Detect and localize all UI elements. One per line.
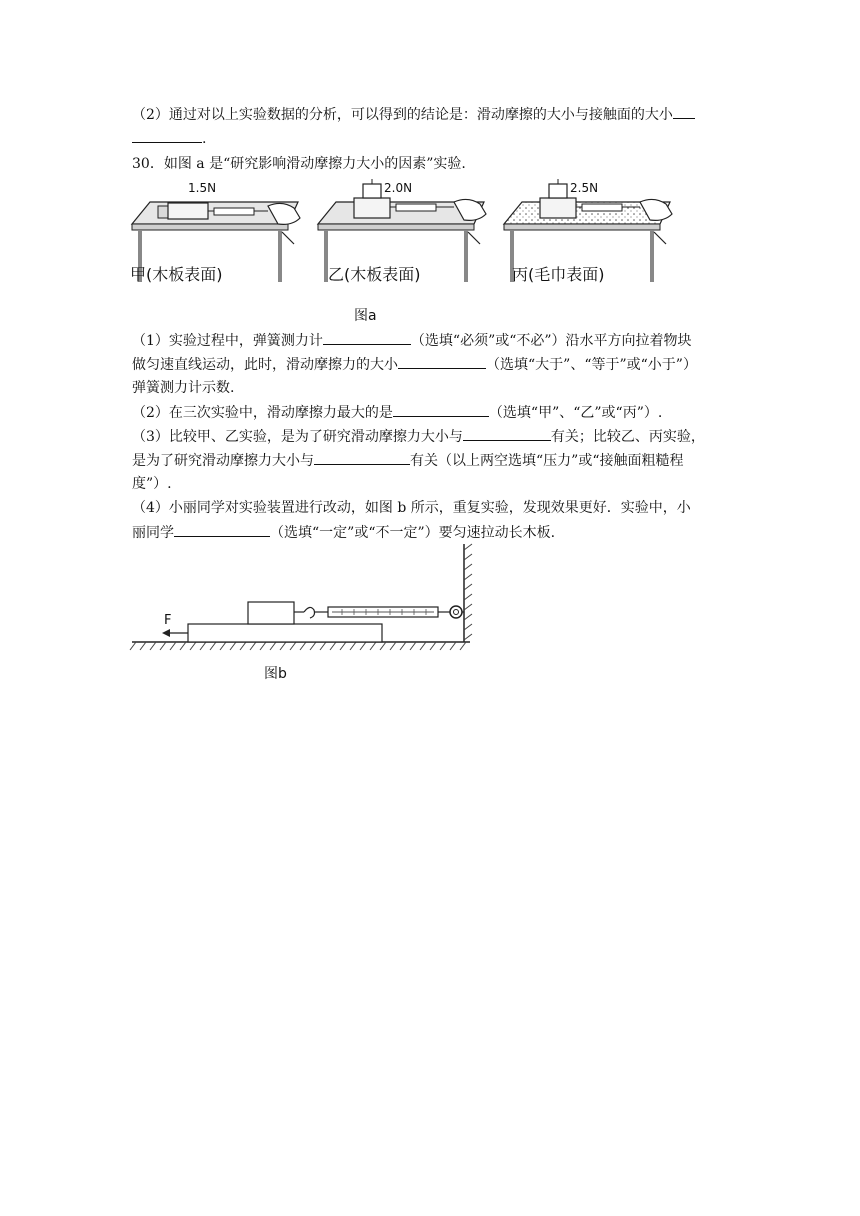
q3-text-a: （3）比较甲、乙实验，是为了研究滑动摩擦力大小与: [132, 429, 463, 445]
q3-line2: [132, 450, 683, 471]
prev-part2-line2: [132, 128, 206, 149]
answer-blank-q1-2[interactable]: [398, 354, 486, 369]
question-number: 30．: [132, 156, 164, 172]
q1-line1: [132, 330, 692, 351]
q2-line: [132, 402, 662, 423]
figure-a-drawing: [128, 176, 688, 326]
q1-text-d: （选填“大于”、“等于”或“小于”）: [486, 357, 697, 373]
q1-text-b: （选填“必须”或“不必”）沿水平方向拉着物块: [410, 333, 692, 349]
q3-text-e: 度”）.: [132, 476, 172, 492]
panel-bing-force: 2.5N: [570, 181, 599, 195]
panel-jia-force: 1.5N: [188, 181, 217, 195]
q3-line1: [132, 426, 705, 447]
answer-blank-q3-1[interactable]: [463, 426, 551, 441]
q1-text-a: （1）实验过程中，弹簧测力计: [132, 333, 323, 349]
figure-b: [128, 542, 488, 684]
q2-text-a: （2）在三次实验中，滑动摩擦力最大的是: [132, 405, 393, 421]
answer-blank-q3-2[interactable]: [314, 450, 410, 465]
answer-blank[interactable]: [673, 104, 695, 119]
panel-bing-label: 丙(毛巾表面): [512, 265, 605, 284]
figure-a: [128, 176, 688, 326]
prev-part2-text: （2）通过对以上实验数据的分析，可以得到的结论是：滑动摩擦的大小与接触面的大小: [132, 107, 673, 123]
figure-b-drawing: [128, 542, 488, 684]
q3-text-b: 有关；比较乙、丙实验，: [550, 429, 705, 445]
q4-line1: [132, 498, 691, 518]
long-board: [188, 624, 382, 642]
q1-line2: [132, 354, 697, 375]
question-stem: 如图 a 是“研究影响滑动摩擦力大小的因素”实验.: [163, 156, 466, 172]
q1-text-c: 做匀速直线运动，此时，滑动摩擦力的大小: [132, 357, 398, 373]
answer-blank-q1-1[interactable]: [323, 330, 411, 345]
block: [248, 602, 294, 624]
question30-stem: [132, 154, 466, 174]
q4-text-b: 丽同学: [132, 525, 174, 541]
force-label: F: [164, 613, 172, 628]
q3-text-c: 是为了研究滑动摩擦力大小与: [132, 453, 314, 469]
figure-a-caption: 图a: [354, 308, 377, 324]
q4-line2: [132, 522, 555, 543]
answer-blank-q4[interactable]: [174, 522, 270, 537]
q1-text-e: 弹簧测力计示数.: [132, 380, 235, 396]
q3-text-d: 有关（以上两空选填“压力”或“接触面粗糙程: [410, 453, 684, 469]
q4-text-c: （选填“一定”或“不一定”）要匀速拉动长木板.: [270, 525, 556, 541]
answer-blank-q2[interactable]: [393, 402, 489, 417]
period: .: [202, 131, 207, 147]
q1-line3: [132, 378, 234, 398]
answer-blank[interactable]: [132, 128, 202, 143]
q2-text-b: （选填“甲”、“乙”或“丙”）.: [488, 405, 663, 421]
panel-yi-force: 2.0N: [384, 181, 413, 195]
panel-yi-label: 乙(木板表面): [328, 265, 421, 284]
figure-b-caption: 图b: [264, 666, 287, 682]
q4-text-a: （4）小丽同学对实验装置进行改动，如图 b 所示，重复实验，发现效果更好．实验中，小: [132, 500, 691, 516]
prev-part2-line1: [132, 104, 695, 125]
panel-jia-label: 甲(木板表面): [130, 265, 223, 284]
q3-line3: [132, 474, 172, 494]
